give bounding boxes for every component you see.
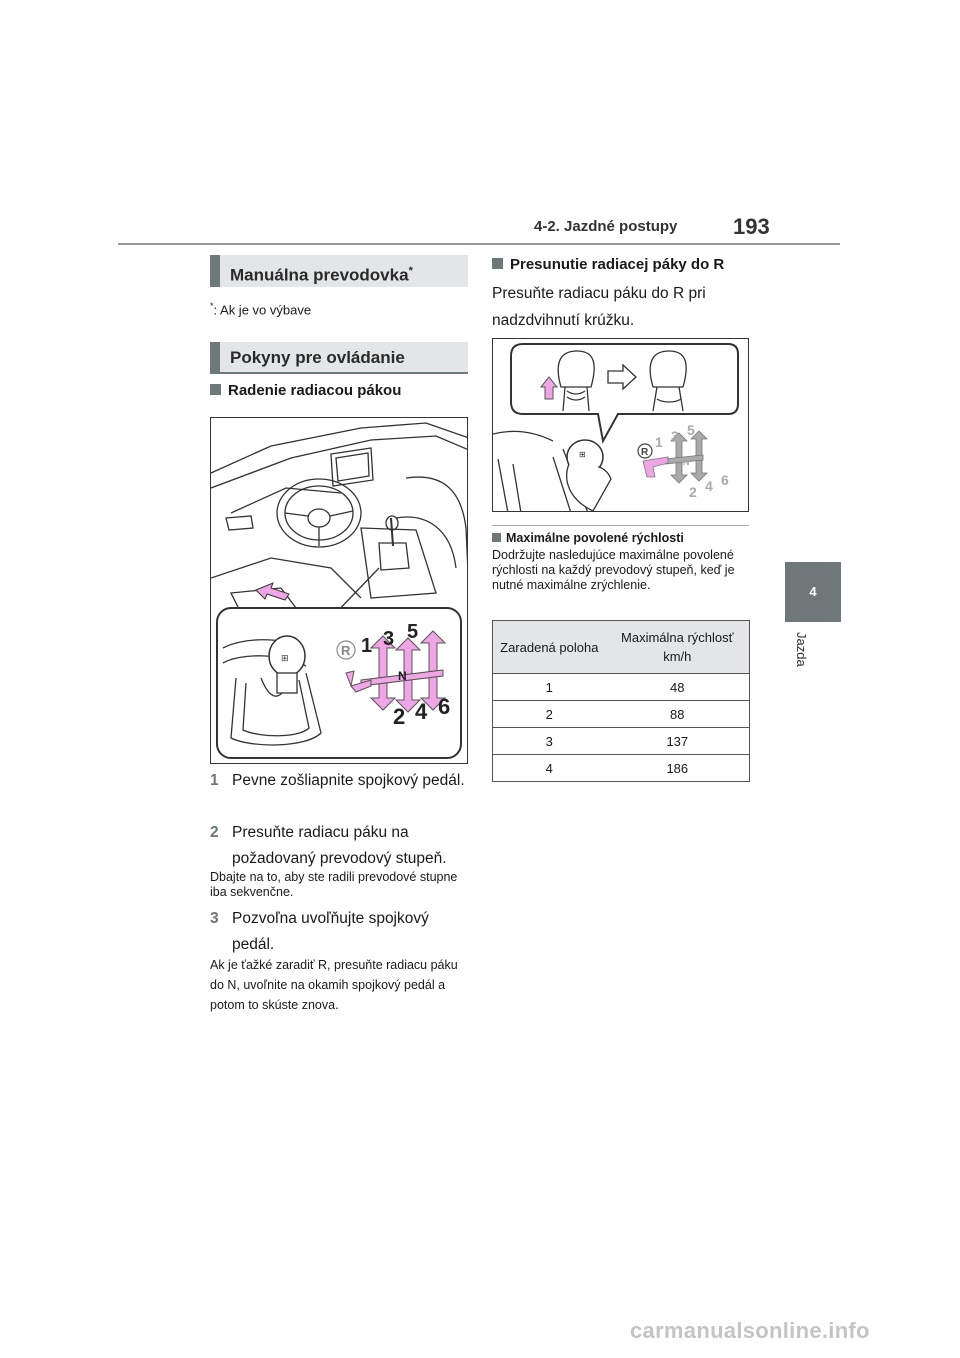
gear-label-4: 4 xyxy=(705,478,713,494)
subsection-title-text: Pokyny pre ovládanie xyxy=(230,348,405,367)
step-2 xyxy=(210,820,470,872)
gear-label-5: 5 xyxy=(687,422,695,438)
knob-pattern-icon: ⊞ xyxy=(281,653,289,663)
square-bullet-icon xyxy=(492,258,503,269)
title-asterisk: * xyxy=(408,265,413,277)
section-divider xyxy=(492,525,749,526)
table-cell-speed: 137 xyxy=(606,728,750,755)
note-reverse: Ak je ťažké zaradiť R, presuňte radiacu páku do N, uvoľnite na okamih spojkový pedál a potom to skúste znova. xyxy=(210,958,458,1012)
car-interior-illustration xyxy=(211,418,468,764)
section-title-text: Manuálna prevodovka xyxy=(230,265,409,285)
page-number: 193 xyxy=(733,214,770,239)
reverse-paragraph: Presuňte radiacu páku do R pri nadzdvihnutí krúžku. xyxy=(492,285,706,329)
reverse-shift-illustration xyxy=(493,339,749,512)
header-divider xyxy=(118,243,840,245)
square-bullet-icon xyxy=(492,533,501,542)
table-header-row xyxy=(493,621,750,674)
chapter-label: Jazda xyxy=(794,632,809,667)
table-row xyxy=(493,701,750,728)
gear-label-n: N xyxy=(398,669,407,683)
table-cell-speed: 48 xyxy=(606,674,750,701)
step-1 xyxy=(210,768,470,794)
gear-label-r: R xyxy=(641,447,649,458)
square-bullet-icon xyxy=(210,384,221,395)
section-title-box xyxy=(210,255,468,287)
chapter-tab: 4 xyxy=(785,562,841,622)
footnote xyxy=(210,301,311,317)
reverse-illustration xyxy=(492,338,749,512)
speed-table xyxy=(492,620,750,782)
step-text: Presuňte radiacu páku na požadovaný prevodový stupeň. xyxy=(232,824,447,867)
gear-label-6: 6 xyxy=(721,472,729,488)
step-number: 2 xyxy=(210,824,219,841)
table-cell-gear: 1 xyxy=(493,674,606,701)
footnote-text: : Ak je vo výbave xyxy=(213,302,312,318)
gear-label-4: 4 xyxy=(415,699,428,724)
table-row xyxy=(493,755,750,782)
step-3 xyxy=(210,906,470,958)
step-number: 1 xyxy=(210,772,219,789)
reverse-heading-text: Presunutie radiacej páky do R xyxy=(510,256,725,273)
gear-label-r: R xyxy=(341,643,351,658)
table-row xyxy=(493,728,750,755)
gear-label-n: N xyxy=(683,457,690,467)
table-cell-gear: 3 xyxy=(493,728,606,755)
shifting-heading xyxy=(210,382,401,399)
step-number: 3 xyxy=(210,910,219,927)
column-header-gear: Zaradená poloha xyxy=(493,621,606,674)
footnote-asterisk: * xyxy=(210,301,214,311)
table-row xyxy=(493,674,750,701)
gear-label-3: 3 xyxy=(383,628,395,650)
gear-label-1: 1 xyxy=(655,434,663,450)
section-title: 4-2. Jazdné postupy xyxy=(534,218,678,235)
note-sequential: Dbajte na to, aby ste radili prevodové stupne iba sekvenčne. xyxy=(210,870,458,899)
step-text: Pozvoľna uvoľňujte spojkový pedál. xyxy=(232,910,429,953)
gear-label-3: 3 xyxy=(671,428,679,444)
knob-pattern-icon: ⊞ xyxy=(579,450,586,459)
shifting-heading-text: Radenie radiacou pákou xyxy=(228,382,402,399)
gear-label-5: 5 xyxy=(407,621,419,643)
table-cell-gear: 2 xyxy=(493,701,606,728)
speed-heading xyxy=(492,531,684,545)
gear-label-2: 2 xyxy=(393,704,406,729)
table-cell-gear: 4 xyxy=(493,755,606,782)
subsection-title-box xyxy=(210,342,468,374)
shifting-illustration xyxy=(210,417,468,764)
gear-label-6: 6 xyxy=(438,694,451,719)
gear-label-2: 2 xyxy=(689,484,697,500)
step-text: Pevne zošliapnite spojkový pedál. xyxy=(232,772,465,789)
gear-label-1: 1 xyxy=(361,635,373,657)
table-cell-speed: 186 xyxy=(606,755,750,782)
table-cell-speed: 88 xyxy=(606,701,750,728)
speed-heading-text: Maximálne povolené rýchlosti xyxy=(506,531,684,545)
reverse-heading xyxy=(492,256,724,273)
speed-paragraph: Dodržujte nasledujúce maximálne povolené rýchlosti na každý prevodový stupeň, keď je nutné maximálne zrýchlenie. xyxy=(492,548,735,592)
column-header-speed: Maximálna rýchlosť km/h xyxy=(606,621,750,674)
watermark: carmanualsonline.info xyxy=(630,1318,870,1343)
